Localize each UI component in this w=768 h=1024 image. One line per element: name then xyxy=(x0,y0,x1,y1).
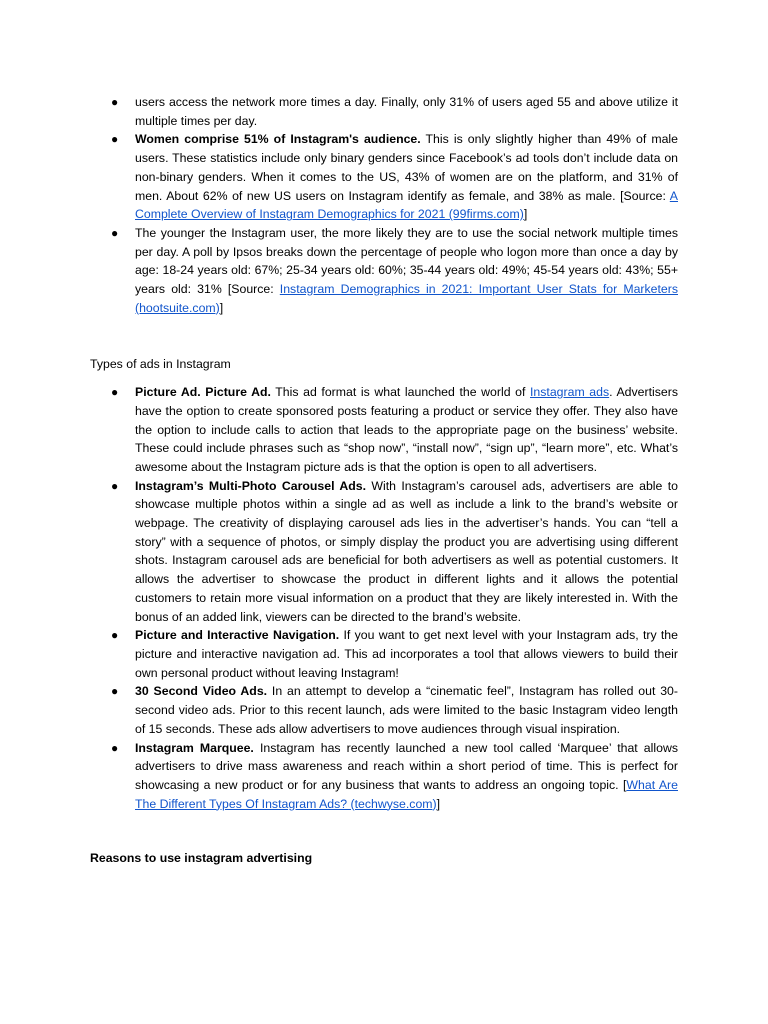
ad-types-list xyxy=(90,383,678,813)
list-item xyxy=(90,383,678,477)
list-item xyxy=(90,477,678,627)
bullet-icon: ● xyxy=(111,740,119,755)
source-link-99firms[interactable]: A Complete Overview of Instagram Demographics for 2021 (99firms.com) xyxy=(135,188,678,222)
list-item xyxy=(90,682,678,738)
list-item xyxy=(90,93,678,130)
section-heading-reasons: Reasons to use instagram advertising xyxy=(90,851,313,866)
list-item xyxy=(90,224,678,318)
bullet-icon: ● xyxy=(111,132,119,147)
item-lead: Women comprise 51% of Instagram's audience. xyxy=(135,132,421,147)
item-lead: Picture Ad. Picture Ad. xyxy=(135,385,271,400)
item-tail: ] xyxy=(219,300,224,315)
item-lead: Picture and Interactive Navigation. xyxy=(135,628,340,643)
list-item xyxy=(90,739,678,814)
bullet-icon: ● xyxy=(111,628,119,643)
item-tail: ] xyxy=(436,796,441,811)
bullet-icon: ● xyxy=(111,478,119,493)
bullet-icon: ● xyxy=(111,385,119,400)
list-item xyxy=(90,626,678,682)
item-text: If you want to get next level with your Instagram ads, try the picture and interactive navigation ad. This ad incorporates a tool that allows viewers to build their own personal product without leaving Instagram! xyxy=(135,628,678,680)
list-item xyxy=(90,130,678,224)
item-lead: 30 Second Video Ads. xyxy=(135,684,268,699)
item-text: With Instagram’s carousel ads, advertisers are able to showcase multiple photos within a single ad as well as include a link to the brand’s website or webpage. The creativity of displaying carousel ads lies in the advertiser’s hands. You can “tell a story” with a sequence of photos, or simply display the product you are advertising using different shots. Instagram carousel ads are beneficial for both advertisers as well as potential customers. It allows the advertiser to showcase the product in different lights and it allows the potential customers to retain more visual information on a product that they are likely interested in. With the bonus of an added link, viewers can be directed to the brand’s website. xyxy=(135,478,678,624)
item-text: The younger the Instagram user, the more likely they are to use the social network multiple times per day. A poll by Ipsos breaks down the percentage of people who logon more than once a day by age: 18-24 years old: 67%; 25-34 years old: 60%; 35-44 years old: 49%; 45-54 years old: 43%; 55+ years old: 31% [Source: xyxy=(135,225,678,297)
bullet-icon: ● xyxy=(111,684,119,699)
source-link-techwyse[interactable]: What Are The Different Types Of Instagram Ads? (techwyse.com) xyxy=(135,777,678,811)
instagram-ads-link[interactable]: Instagram ads xyxy=(530,385,610,400)
item-tail: ] xyxy=(523,207,528,222)
source-link-hootsuite[interactable]: Instagram Demographics in 2021: Important User Stats for Marketers (hootsuite.com) xyxy=(135,282,678,315)
demographics-list xyxy=(90,93,678,317)
item-lead: Instagram’s Multi-Photo Carousel Ads. xyxy=(135,478,367,493)
item-text: In an attempt to develop a “cinematic feel”, Instagram has rolled out 30-second video ads. Prior to this recent launch, ads were limited to the basic Instagram video length of 15 seconds. These ads allow advertisers to move audiences through visual inspiration. xyxy=(135,684,678,736)
item-text: Instagram has recently launched a new tool called ‘Marquee’ that allows advertisers to drive mass awareness and reach within a short period of time. This is perfect for showcasing a new product or for any business that wants to address an ongoing topic. [ xyxy=(135,740,678,792)
section-heading-types: Types of ads in Instagram xyxy=(90,357,231,372)
bullet-icon: ● xyxy=(111,225,119,240)
item-tail: . Advertisers have the option to create sponsored posts featuring a product or service they offer. They also have the option to include calls to action that leads to the appropriate page on the business’ website. These could include phrases such as “shop now”, “install now”, “sign up”, “learn more”, etc. What’s awesome about the Instagram picture ads is that the option is open to all advertisers. xyxy=(135,385,678,474)
item-text: users access the network more times a day. Finally, only 31% of users aged 55 and above utilize it multiple times per day. xyxy=(135,95,678,128)
item-lead: Instagram Marquee. xyxy=(135,740,254,755)
bullet-icon: ● xyxy=(111,95,119,109)
item-text: This ad format is what launched the world of xyxy=(270,385,531,400)
item-text: This is only slightly higher than 49% of male users. These statistics include only binary genders since Facebook’s ad tools don’t include data on non-binary genders. When it comes to the US, 43% of women are on the platform, and 31% of men. About 62% of new US users on Instagram identify as female, and 38% as male. [Source: xyxy=(135,132,678,203)
